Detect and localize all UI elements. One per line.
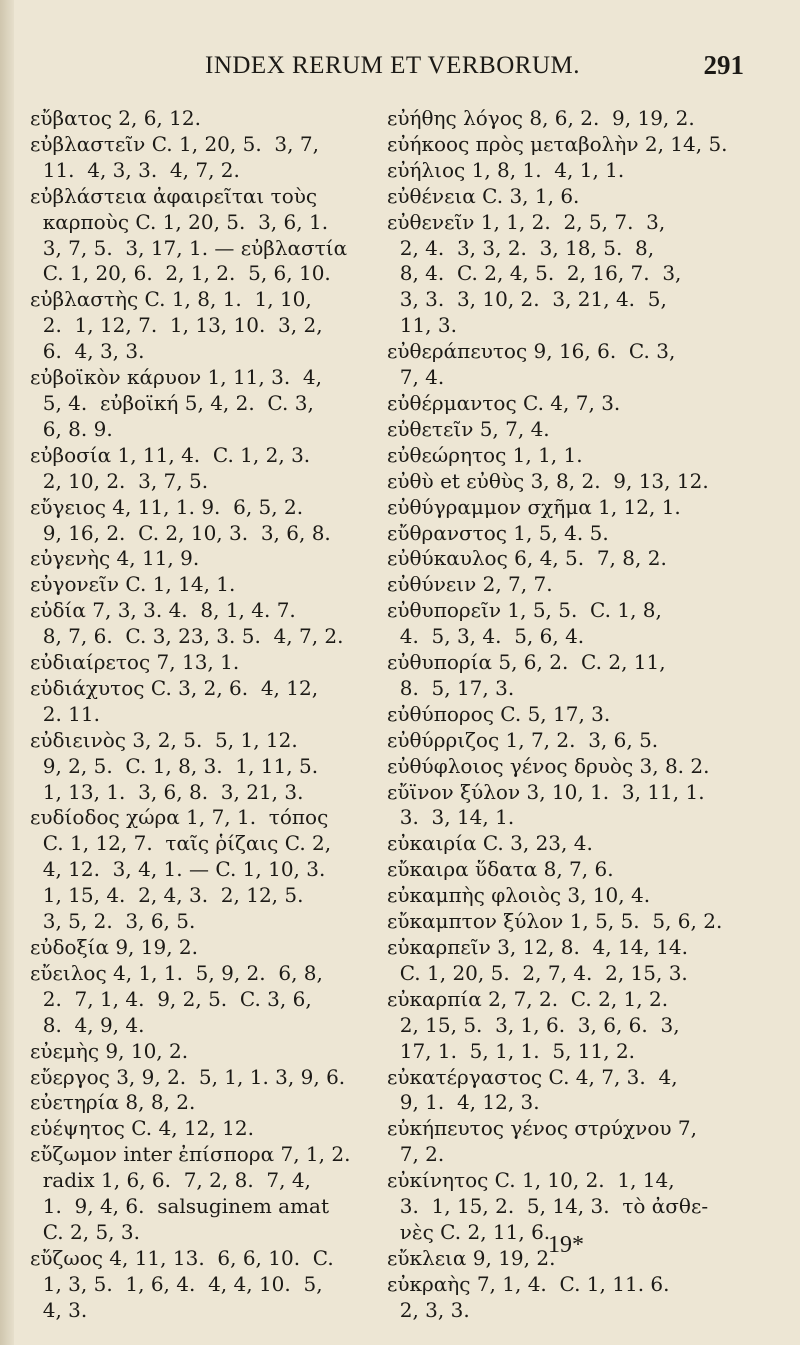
index-line: 3, 5, 2. 3, 6, 5.	[30, 909, 196, 934]
index-line: 4, 3.	[30, 1297, 88, 1322]
index-line: εὐκαμπὴς φλοιὸς 3, 10, 4.	[387, 883, 651, 908]
index-line: εὐθετεῖν 5, 7, 4.	[387, 416, 550, 441]
index-line: 9, 16, 2. C. 2, 10, 3. 3, 6, 8.	[30, 520, 331, 545]
index-line: εὐθύπορος C. 5, 17, 3.	[387, 701, 611, 726]
index-line: εὐδιαίρετος 7, 13, 1.	[30, 650, 240, 675]
index-line: 6. 4, 3, 3.	[30, 339, 145, 364]
index-line: 3, 7, 5. 3, 17, 1. — εὐβλαστία	[30, 235, 348, 260]
index-line: εὐήκοος πρὸς μεταβολὴν 2, 14, 5.	[387, 131, 728, 156]
index-line: 8. 5, 17, 3.	[387, 675, 515, 700]
index-line: εὐδιεινὸς 3, 2, 5. 5, 1, 12.	[30, 727, 298, 752]
index-line: εὐκατέργαστος C. 4, 7, 3. 4,	[387, 1064, 678, 1089]
index-line: 4. 5, 3, 4. 5, 6, 4.	[387, 624, 585, 649]
index-line: εὐβοϊκὸν κάρυον 1, 11, 3. 4,	[30, 365, 322, 390]
index-line: εὔειλος 4, 1, 1. 5, 9, 2. 6, 8,	[30, 960, 323, 985]
index-line: εὐθύγραμμον σχῆμα 1, 12, 1.	[387, 494, 681, 519]
index-line: εὐθεράπευτος 9, 16, 6. C. 3,	[387, 339, 676, 364]
index-line: 2, 15, 5. 3, 1, 6. 3, 6, 6. 3,	[387, 1012, 680, 1037]
index-line: 3. 3, 14, 1.	[387, 805, 515, 830]
index-line: εὔκαιρα ὕδατα 8, 7, 6.	[387, 857, 614, 882]
index-line: εὐβλάστεια ἀφαιρεῖται τοὺς	[30, 183, 318, 208]
index-line: εὐκαιρία C. 3, 23, 4.	[387, 831, 593, 856]
index-line: 1, 13, 1. 3, 6, 8. 3, 21, 3.	[30, 779, 304, 804]
index-line: εὐθένεια C. 3, 1, 6.	[387, 183, 580, 208]
index-line: εὐθύρριζος 1, 7, 2. 3, 6, 5.	[387, 727, 659, 752]
index-line: εὐθύφλοιος γένος δρυὸς 3, 8. 2.	[387, 753, 710, 778]
index-line: 7, 2.	[387, 1142, 445, 1167]
index-column-right	[387, 106, 747, 1324]
index-line: εὔεργος 3, 9, 2. 5, 1, 1. 3, 9, 6.	[30, 1064, 346, 1089]
page-edge	[0, 0, 14, 1345]
index-line: 5, 4. εὐβοϊκή 5, 4, 2. C. 3,	[30, 390, 314, 415]
index-line: 2. 1, 12, 7. 1, 13, 10. 3, 2,	[30, 313, 323, 338]
index-line: εὐκραὴς 7, 1, 4. C. 1, 11. 6.	[387, 1271, 670, 1296]
index-line: 4, 12. 3, 4, 1. — C. 1, 10, 3.	[30, 857, 326, 882]
index-line: εὐεμὴς 9, 10, 2.	[30, 1038, 189, 1063]
index-line: εὐθὺ et εὐθὺς 3, 8, 2. 9, 13, 12.	[387, 468, 709, 493]
index-line: εὐγονεῖν C. 1, 14, 1.	[30, 572, 236, 597]
index-line: εὐκίνητος C. 1, 10, 2. 1, 14,	[387, 1168, 675, 1193]
running-head: INDEX RERUM ET VERBORUM.	[205, 52, 580, 79]
index-line: 2. 11.	[30, 701, 100, 726]
index-line: radix 1, 6, 6. 7, 2, 8. 7, 4,	[30, 1168, 311, 1193]
index-line: εὔϊνον ξύλον 3, 10, 1. 3, 11, 1.	[387, 779, 705, 804]
index-line: 2, 3, 3.	[387, 1297, 470, 1322]
index-line: εὐδιάχυτος C. 3, 2, 6. 4, 12,	[30, 675, 319, 700]
index-line: εὐθεώρητος 1, 1, 1.	[387, 442, 583, 467]
index-line: εὔβατος 2, 6, 12.	[30, 106, 201, 130]
index-line: εὔθρανστος 1, 5, 4. 5.	[387, 520, 609, 545]
index-line: 1, 3, 5. 1, 6, 4. 4, 4, 10. 5,	[30, 1271, 323, 1296]
index-line: 17, 1. 5, 1, 1. 5, 11, 2.	[387, 1038, 636, 1063]
index-line: εὐθενεῖν 1, 1, 2. 2, 5, 7. 3,	[387, 209, 666, 234]
index-line: C. 2, 5, 3.	[30, 1219, 140, 1244]
index-line: εὐθυπορία 5, 6, 2. C. 2, 11,	[387, 650, 666, 675]
index-line: εὐβλαστεῖν C. 1, 20, 5. 3, 7,	[30, 131, 319, 156]
index-line: νὲς C. 2, 11, 6.	[387, 1219, 551, 1244]
index-line: εὐετηρία 8, 8, 2.	[30, 1090, 196, 1115]
index-line: 8, 7, 6. C. 3, 23, 3. 5. 4, 7, 2.	[30, 624, 344, 649]
index-line: 11, 3.	[387, 313, 457, 338]
index-line: 2, 4. 3, 3, 2. 3, 18, 5. 8,	[387, 235, 655, 260]
index-line: 9, 2, 5. C. 1, 8, 3. 1, 11, 5.	[30, 753, 319, 778]
index-line: 2. 7, 1, 4. 9, 2, 5. C. 3, 6,	[30, 986, 312, 1011]
index-column-left	[30, 106, 382, 1324]
index-line: εὔζωμον inter ἐπίσπορα 7, 1, 2.	[30, 1142, 351, 1167]
index-line: εὔζωος 4, 11, 13. 6, 6, 10. C.	[30, 1245, 334, 1270]
index-line: εὔκλεια 9, 19, 2.	[387, 1245, 556, 1270]
index-line: 9, 1. 4, 12, 3.	[387, 1090, 540, 1115]
index-line: εὐθύκαυλος 6, 4, 5. 7, 8, 2.	[387, 546, 667, 571]
index-line: εὐέψητος C. 4, 12, 12.	[30, 1116, 254, 1141]
index-line: εὐήθης λόγος 8, 6, 2. 9, 19, 2.	[387, 106, 695, 130]
index-line: εὐκήπευτος γένος στρύχνου 7,	[387, 1116, 697, 1141]
index-line: εὐθέρμαντος C. 4, 7, 3.	[387, 390, 621, 415]
index-line: καρποὺς C. 1, 20, 5. 3, 6, 1.	[30, 209, 329, 234]
index-line: ευδίοδος χώρα 1, 7, 1. τόπος	[30, 805, 329, 830]
index-line: C. 1, 20, 5. 2, 7, 4. 2, 15, 3.	[387, 960, 688, 985]
index-line: εὐκαρπεῖν 3, 12, 8. 4, 14, 14.	[387, 935, 688, 959]
index-line: εὐβλαστὴς C. 1, 8, 1. 1, 10,	[30, 287, 312, 312]
page-number: 291	[703, 50, 744, 80]
page-header	[0, 46, 800, 86]
index-line: εὐθυπορεῖν 1, 5, 5. C. 1, 8,	[387, 598, 662, 623]
index-line: C. 1, 12, 7. ταῖς ῥίζαις C. 2,	[30, 831, 332, 856]
index-line: 3, 3. 3, 10, 2. 3, 21, 4. 5,	[387, 287, 667, 312]
index-line: 8, 4. C. 2, 4, 5. 2, 16, 7. 3,	[387, 261, 682, 286]
index-line: εὐήλιος 1, 8, 1. 4, 1, 1.	[387, 157, 625, 182]
index-line: εὐδία 7, 3, 3. 4. 8, 1, 4. 7.	[30, 598, 296, 623]
index-line: 7, 4.	[387, 365, 445, 390]
index-line: 8. 4, 9, 4.	[30, 1012, 145, 1037]
index-line: εὐδοξία 9, 19, 2.	[30, 935, 199, 959]
index-line: εὔγειος 4, 11, 1. 9. 6, 5, 2.	[30, 494, 304, 519]
index-line: 3. 1, 15, 2. 5, 14, 3. τὸ ἀσθε-	[387, 1194, 709, 1219]
index-line: εὐγενὴς 4, 11, 9.	[30, 546, 200, 571]
index-line: 6, 8. 9.	[30, 416, 113, 441]
index-line: 1, 15, 4. 2, 4, 3. 2, 12, 5.	[30, 883, 304, 908]
index-line: 1. 9, 4, 6. salsuginem amat	[30, 1194, 330, 1219]
index-line: 2, 10, 2. 3, 7, 5.	[30, 468, 209, 493]
index-line: εὐθύνειν 2, 7, 7.	[387, 572, 553, 597]
signature-mark: 19*	[548, 1232, 584, 1258]
index-line: εὐβοσία 1, 11, 4. C. 1, 2, 3.	[30, 442, 311, 467]
index-line: εὐκαρπία 2, 7, 2. C. 2, 1, 2.	[387, 986, 669, 1011]
index-line: 11. 4, 3, 3. 4, 7, 2.	[30, 157, 240, 182]
index-line: εὔκαμπτον ξύλον 1, 5, 5. 5, 6, 2.	[387, 909, 723, 934]
index-line: C. 1, 20, 6. 2, 1, 2. 5, 6, 10.	[30, 261, 331, 286]
